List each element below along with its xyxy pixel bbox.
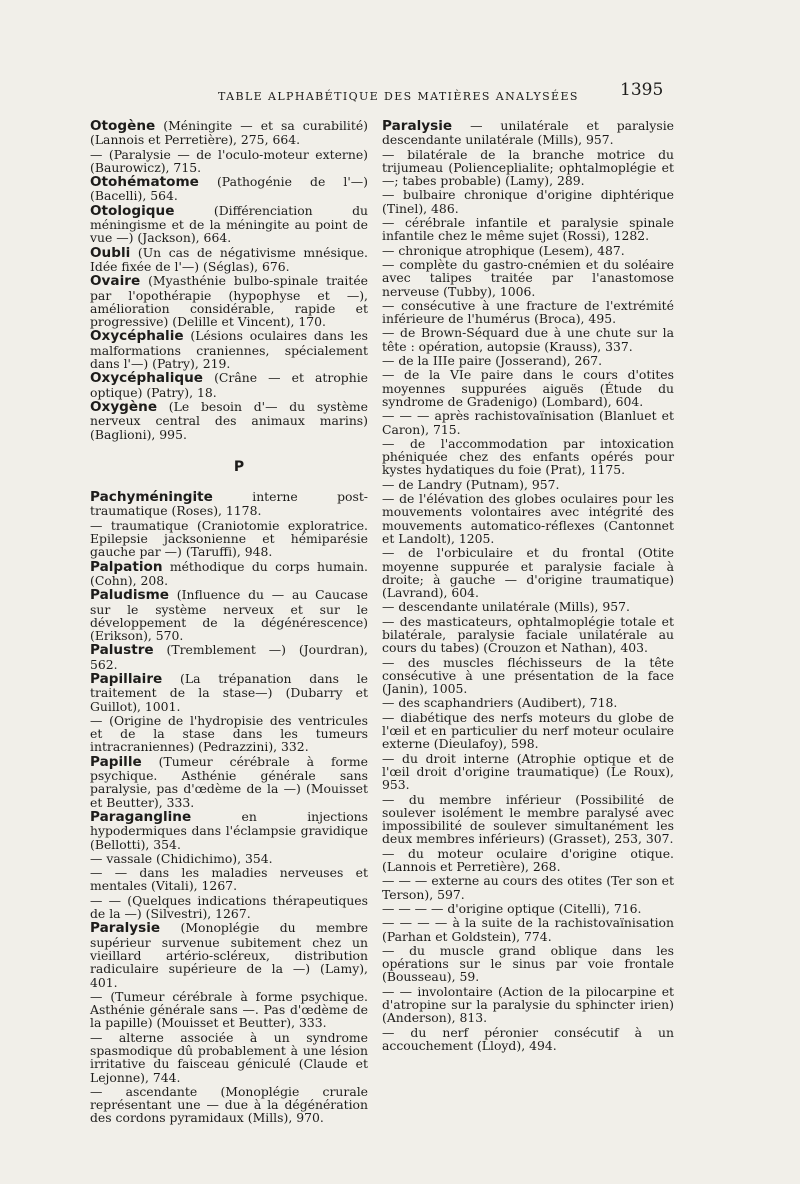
entry-headword: Papille — [90, 753, 142, 770]
entry-text: — des muscles fléchisseurs de la tête consécutive à une présentation de la face (Janin), 1005. — [382, 654, 674, 697]
index-entry — [382, 847, 674, 874]
entry-headword: Paludisme — [90, 587, 169, 604]
index-entry — [90, 990, 368, 1030]
entry-headword: Paralysie — [90, 920, 161, 937]
entry-text: (Méningite — et sa curabilité) (Lannois et Perretière), 275, 664. — [90, 118, 368, 148]
index-entry — [382, 902, 674, 915]
entry-text: — de la VIe paire dans le cours d'otites moyennes suppurées aiguës (Étude du syndrome de Gradenigo) (Lombard), 604. — [382, 367, 674, 409]
page-header — [0, 78, 800, 106]
index-entry — [382, 368, 674, 408]
entry-headword: Otohématome — [90, 174, 199, 191]
index-entry — [90, 810, 368, 851]
index-entry — [90, 490, 368, 518]
entry-text: — consécutive à une fracture de l'extrémité inférieure de l'humérus (Broca), 495. — [382, 297, 674, 327]
entry-text: — — — — à la suite de la rachistovaïnisation (Parhan et Goldstein), 774. — [382, 915, 674, 944]
index-entry — [382, 752, 674, 792]
entry-text: (Lésions oculaires dans les malformations craniennes, spécialement dans l'—) (Patry), 219. — [90, 328, 368, 372]
index-entry — [382, 985, 674, 1025]
entry-text: — chronique atrophique (Lesem), 487. — [382, 242, 625, 258]
index-entry — [90, 921, 368, 988]
entry-text: (La trépanation dans le traitement de la stase—) (Dubarry et Guillot), 1001. — [90, 670, 368, 714]
entry-text: — vassale (Chidichimo), 354. — [90, 850, 273, 866]
entry-text: — — — — d'origine optique (Citelli), 716. — [382, 900, 642, 916]
index-entry — [382, 119, 674, 147]
entry-text: (Monoplégie du membre supérieur survenue subitement chez un vieillard artério-scléreux, distribution radiculaire supérieure de la —) (Lamy), 401. — [90, 920, 368, 990]
index-entry — [382, 354, 674, 367]
index-entry — [382, 1026, 674, 1053]
index-entry — [382, 299, 674, 326]
entry-text: — cérébrale infantile et paralysie spinale infantile chez le même sujet (Rossi), 1282. — [382, 215, 674, 244]
section-letter: P — [233, 458, 245, 475]
entry-headword: Otologique — [90, 202, 175, 219]
index-entry — [382, 615, 674, 655]
index-entry — [90, 588, 368, 642]
index-entry — [90, 755, 368, 809]
index-entry — [90, 329, 368, 370]
index-entry — [382, 793, 674, 846]
entry-text: (Myasthénie bulbo-spinale traitée par l'opothérapie (hypophyse et —), amélioration considérable, rapide et progressive) (Delille et Vincent), 170. — [90, 273, 368, 330]
entry-text: (Crâne — et atrophie optique) (Patry), 18. — [90, 370, 368, 400]
entry-text: — des scaphandriers (Audibert), 718. — [382, 695, 618, 711]
entry-text: méthodique du corps humain. (Cohn), 208. — [90, 558, 368, 588]
entry-headword: Ovaire — [90, 273, 141, 290]
index-entry — [90, 894, 368, 921]
entry-text: — — — après rachistovaïnisation (Blanluet et Caron), 715. — [382, 408, 674, 437]
index-entry — [382, 258, 674, 298]
index-entry — [90, 400, 368, 441]
index-entry — [382, 326, 674, 353]
entry-text: interne post-traumatique (Roses), 1178. — [90, 489, 368, 519]
entry-text: — de l'orbiculaire et du frontal (Otite moyenne suppurée et paralysie faciale à droite; à gauche — d'origine traumatique) (Lavrand), 604. — [382, 545, 674, 601]
index-entry — [382, 711, 674, 751]
entry-text: — de l'accommodation par intoxication phéniquée chez des enfants opérés pour kystes hydatiques du foie (Prat), 1175. — [382, 435, 674, 478]
index-entry — [90, 1031, 368, 1084]
entry-text: — — (Quelques indications thérapeutiques de la —) (Silvestri), 1267. — [90, 892, 368, 922]
index-entry — [382, 874, 674, 901]
index-entry — [90, 274, 368, 328]
entry-text: — traumatique (Craniotomie exploratrice. Epilepsie jacksonienne et hémiparésie gauche par —) (Taruffi), 948. — [90, 517, 368, 560]
entry-text: — alterne associée à un syndrome spasmodique dû probablement à une lésion irritative du faisceau géniculé (Claude et Lejonne), 744. — [90, 1029, 368, 1085]
entry-text: — du nerf péronier consécutif à un accouchement (Lloyd), 494. — [382, 1024, 674, 1053]
entry-text: — — dans les maladies nerveuses et mentales (Vitali), 1267. — [90, 865, 368, 894]
entry-text: — bulbaire chronique d'origine diphtérique (Tinel), 486. — [382, 187, 674, 216]
entry-text: — de Landry (Putnam), 957. — [382, 476, 560, 492]
index-entry — [382, 409, 674, 436]
left-column — [90, 119, 368, 1126]
entry-text: — ascendante (Monoplégie crurale représentant une — due à la dégénération des cordons pyramidaux (Mills), 970. — [90, 1083, 368, 1126]
entry-headword: Palustre — [90, 642, 154, 659]
entry-text: — de Brown-Séquard due à une chute sur la tête : opération, autopsie (Krauss), 337. — [382, 325, 674, 354]
index-entry — [90, 852, 368, 865]
entry-headword: Papillaire — [90, 670, 163, 687]
index-entry — [90, 1085, 368, 1125]
entry-text: (Tremblement —) (Jourdran), 562. — [90, 642, 368, 672]
entry-text: — du droit interne (Atrophie optique et de l'œil droit d'origine traumatique) (Le Roux), 953. — [382, 750, 674, 793]
entry-headword: Oxycéphalie — [90, 328, 184, 345]
entry-text: (Influence du — au Caucase sur le système nerveux et sur le développement de la dégénérescence) (Erikson), 570. — [90, 587, 368, 644]
index-entry — [382, 148, 674, 188]
index-entry — [90, 519, 368, 559]
entry-text: — — — externe au cours des otites (Ter son et Terson), 597. — [382, 873, 674, 902]
entry-text: — (Origine de l'hydropisie des ventricules et de la stase dans les tumeurs intracraniennes) (Pedrazzini), 332. — [90, 712, 368, 755]
index-entry — [90, 560, 368, 588]
entry-text: — de l'élévation des globes oculaires pour les mouvements volontaires avec intégrité des mouvements automatico-réflexes (Cantonnet et Landolt), 1205. — [382, 491, 674, 546]
entry-text: (Un cas de négativisme mnésique. Idée fixée de l'—) (Séglas), 676. — [90, 244, 368, 274]
entry-headword: Oxygène — [90, 398, 158, 415]
index-entry — [382, 437, 674, 477]
index-entry — [90, 371, 368, 399]
index-entry — [90, 714, 368, 754]
right-entries — [382, 119, 674, 1052]
index-entry — [382, 492, 674, 545]
entry-headword: Paralysie — [382, 118, 453, 134]
entry-text: en injections hypodermiques dans l'éclampsie gravidique (Bellotti), 354. — [90, 808, 368, 852]
index-entry — [90, 119, 368, 147]
index-entry — [382, 244, 674, 257]
entry-text: — complète du gastro-cnémien et du soléaire avec talipes traitée par l'anastomose nerveuse (Tubby), 1006. — [382, 256, 674, 299]
entry-text: — du moteur oculaire d'origine otique. (Lannois et Perretière), 268. — [382, 845, 674, 875]
right-column — [382, 119, 674, 1053]
index-entry — [382, 478, 674, 491]
index-entry — [382, 188, 674, 215]
running-title: TABLE ALPHABÉTIQUE DES MATIÈRES ANALYSÉES — [218, 90, 579, 103]
entry-text: (Pathogénie de l'—) (Bacelli), 564. — [90, 174, 368, 204]
entry-headword: Oubli — [90, 244, 131, 261]
entry-headword: Palpation — [90, 558, 163, 575]
entry-headword: Pachyméningite — [90, 489, 213, 506]
left-entries-o — [90, 119, 368, 441]
entry-text: — (Tumeur cérébrale à forme psychique. Asthénie générale sans —. Pas d'œdème de la papille) (Mouisset et Beutter), 333. — [90, 988, 368, 1031]
index-entry — [90, 204, 368, 245]
index-entry — [90, 866, 368, 893]
index-entry — [90, 643, 368, 671]
page-number: 1395 — [620, 80, 664, 100]
entry-headword: Oxycéphalique — [90, 370, 203, 387]
entry-text: (Tumeur cérébrale à forme psychique. Asthénie générale sans paralysie, pas d'œdème de la —) (Mouisset et Beutter), 333. — [90, 753, 368, 810]
index-entry — [382, 944, 674, 984]
index-entry — [382, 216, 674, 243]
entry-text: — bilatérale de la branche motrice du trijumeau (Polienceplialite; ophtalmoplégie et —; tabes probable) (Lamy), 289. — [382, 146, 674, 189]
left-entries-p — [90, 490, 368, 1125]
entry-text: — descendante unilatérale (Mills), 957. — [382, 599, 630, 615]
index-entry — [90, 175, 368, 203]
entry-text: (Différenciation du méningisme et de la méningite au point de vue —) (Jackson), 664. — [90, 202, 368, 246]
index-entry — [382, 916, 674, 943]
entry-text: — unilatérale et paralysie descendante unilatérale (Mills), 957. — [382, 118, 674, 148]
index-entry — [382, 696, 674, 709]
index-entry — [382, 546, 674, 599]
entry-text: — (Paralysie — de l'oculo-moteur externe) (Baurowicz), 715. — [90, 146, 368, 175]
entry-text: — du membre inférieur (Possibilité de soulever isolément le membre paralysé avec impossibilité de soulever simultanément les deux membres inférieurs) (Grasset), 253, 307. — [382, 791, 674, 847]
index-entry — [90, 672, 368, 713]
entry-headword: Otogène — [90, 118, 156, 134]
entry-text: — — involontaire (Action de la pilocarpine et d'atropine sur la paralysie du sphincter irien) (Anderson), 813. — [382, 983, 674, 1026]
entry-text: — de la IIIe paire (Josserand), 267. — [382, 353, 603, 369]
entry-text: (Le besoin d'— du système nerveux central des animaux marins) (Baglioni), 995. — [90, 398, 368, 442]
index-entry — [90, 246, 368, 274]
index-entry — [90, 148, 368, 175]
entry-text: — diabétique des nerfs moteurs du globe de l'œil et en particulier du nerf moteur oculaire externe (Dieulafoy), 598. — [382, 709, 674, 752]
index-entry — [382, 656, 674, 696]
entry-text: — du muscle grand oblique dans les opérations sur le sinus par voie frontale (Bousseau), 59. — [382, 942, 674, 985]
index-entry — [382, 600, 674, 613]
entry-headword: Paragangline — [90, 808, 192, 825]
entry-text: — des masticateurs, ophtalmoplégie totale et bilatérale, paralysie faciale unilatérale au cours du tabes) (Crouzon et Nathan), 403. — [382, 613, 674, 656]
